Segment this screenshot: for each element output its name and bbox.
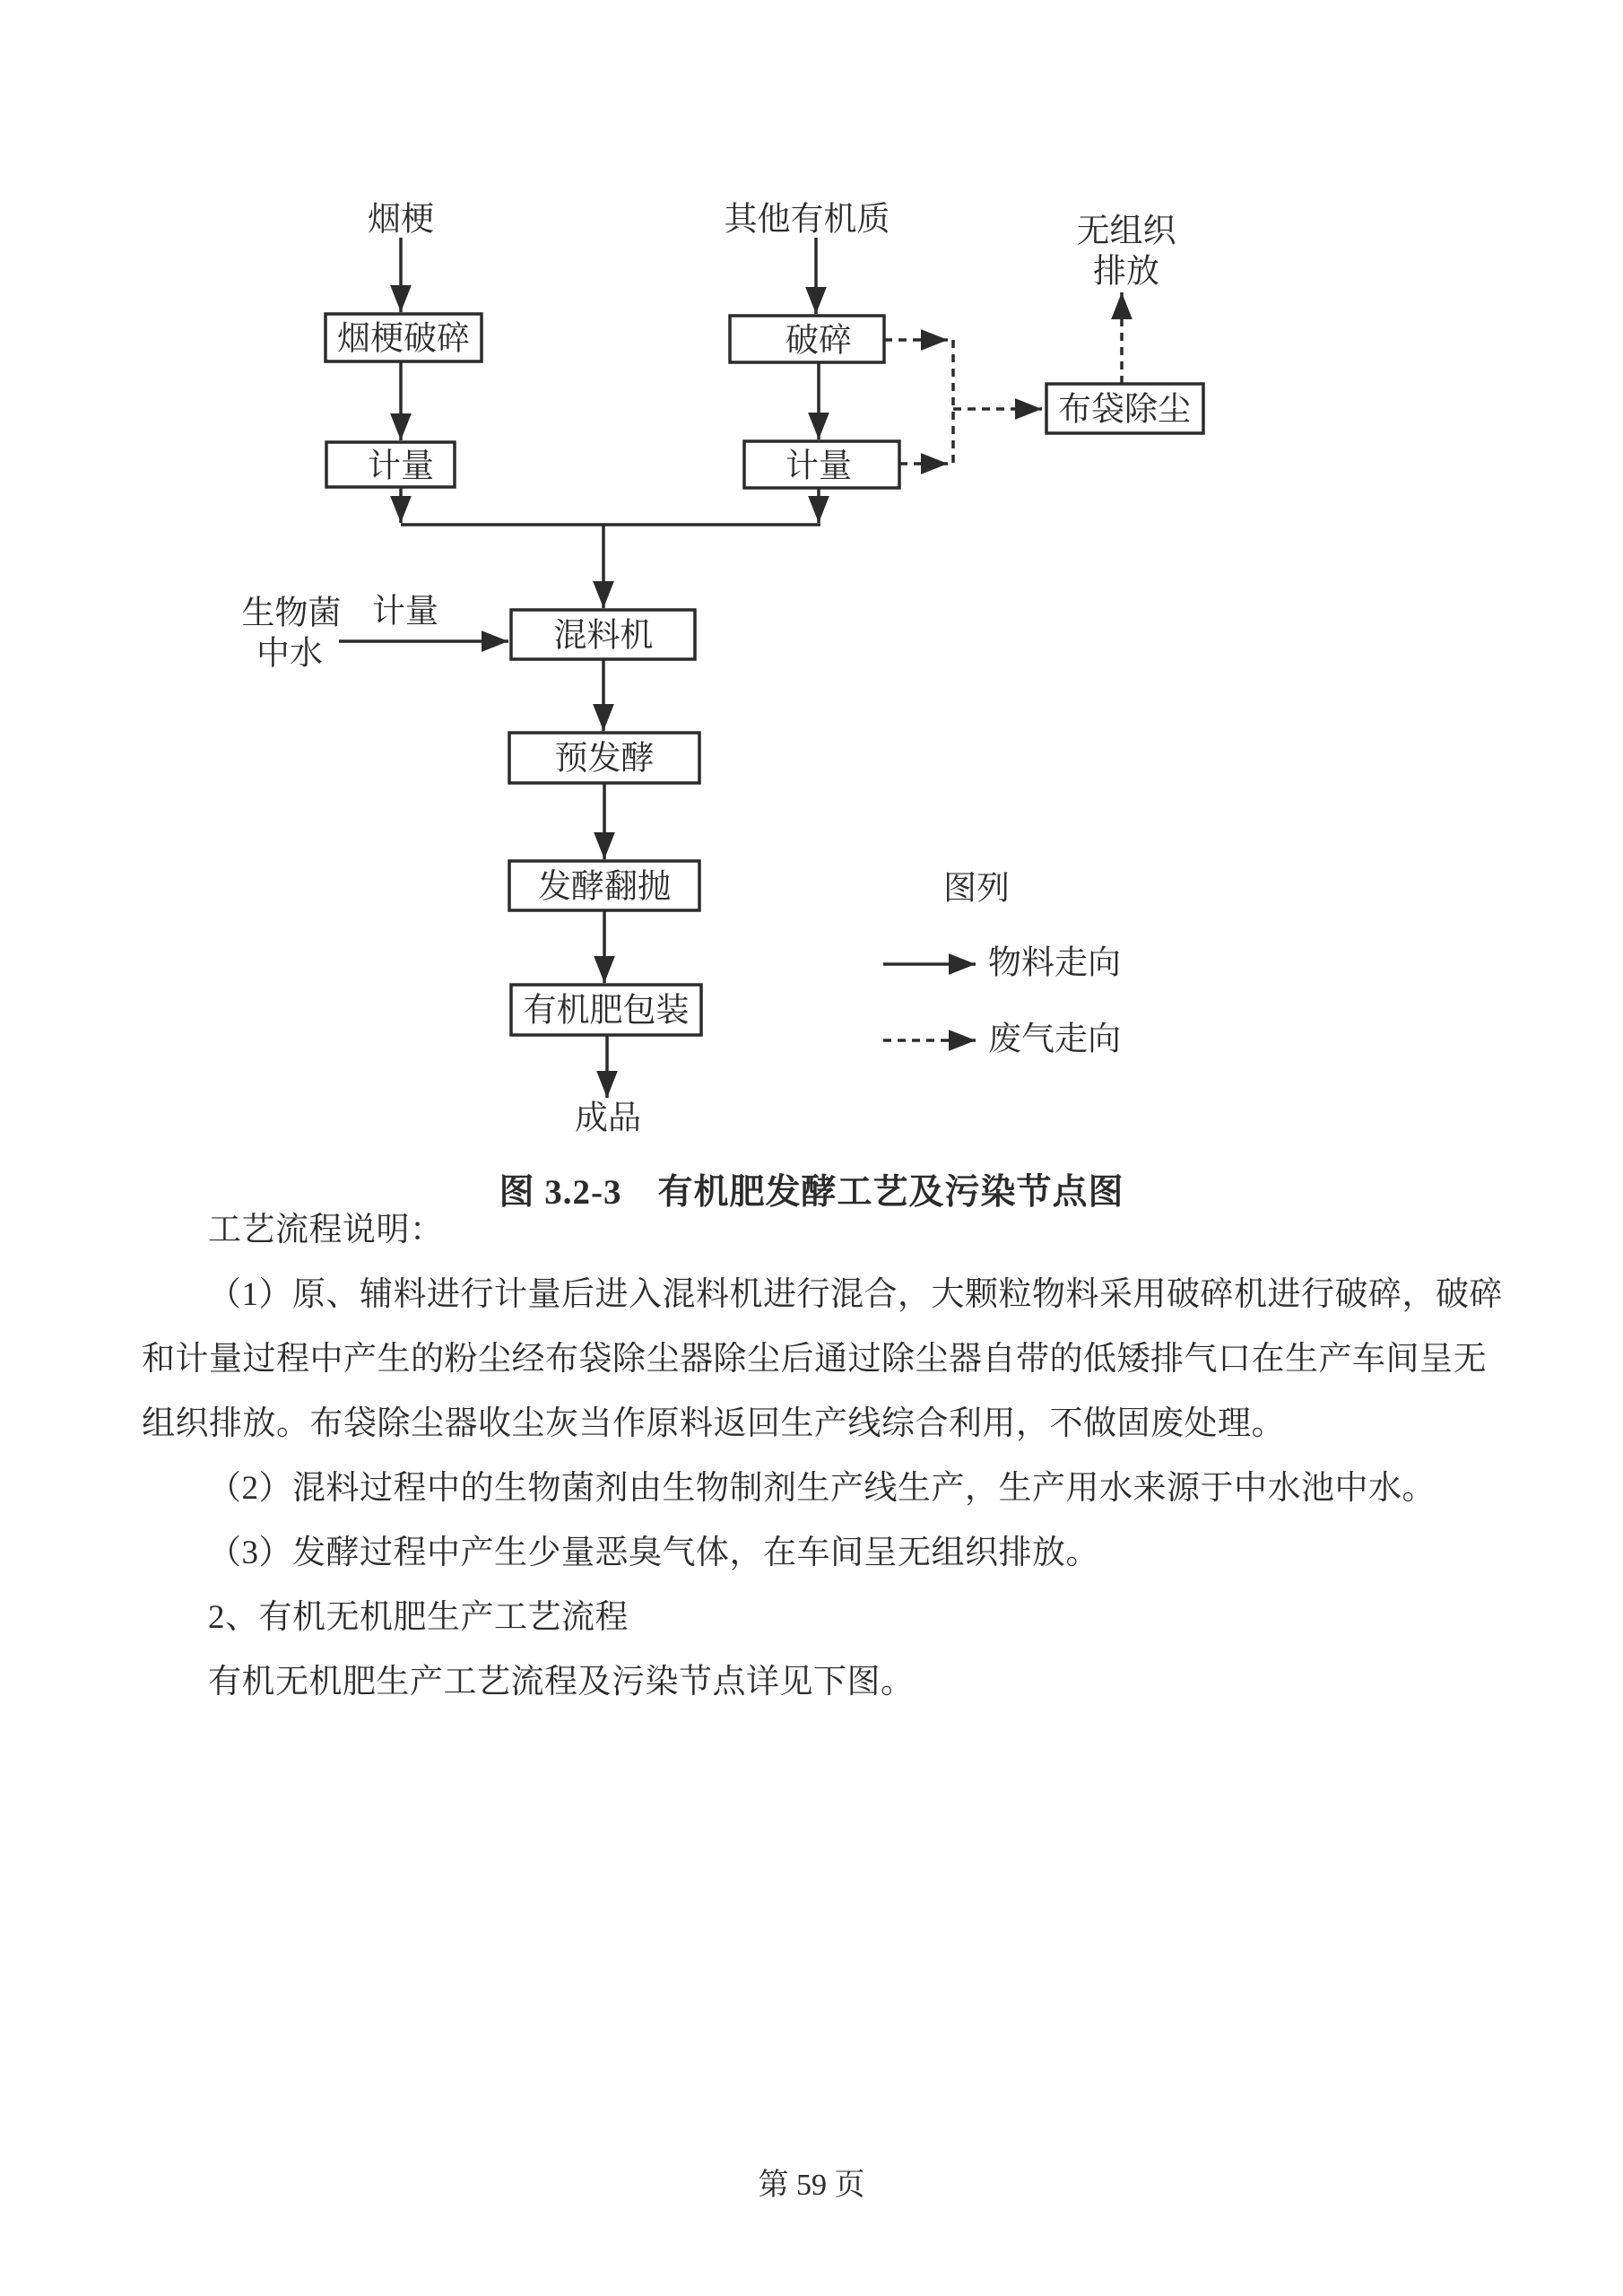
box-label-bag-filter: 布袋除尘 [1058,391,1191,429]
legend-material-flow-label: 物料走向 [988,944,1121,982]
box-label-metering-left: 计量 [368,448,434,485]
legend-title: 图列 [943,870,1010,908]
body-line: 2、有机无机肥生产工艺流程 [208,1599,629,1636]
box-label-mixer: 混料机 [553,617,654,655]
label-tobacco-stem: 烟梗 [368,201,434,239]
legend [883,871,1121,1058]
figure-caption: 图 3.2-3 有机肥发酵工艺及污染节点图 [499,1173,1124,1212]
body-line: 和计量过程中产生的粉尘经布袋除尘器除尘后通过除尘器自带的低矮排气口在生产车间呈无 [142,1341,1487,1378]
box-label-crushing: 破碎 [785,322,852,360]
page-number: 第 59 页 [758,2169,865,2202]
label-fugitive-line2: 排放 [1093,253,1159,291]
legend-gas-flow-label: 废气走向 [988,1021,1121,1058]
label-bio-bacteria: 生物菌 [241,595,342,632]
waste-gas-arrows [884,292,1122,464]
body-line: （1）原、辅料进行计量后进入混料机进行混合，大颗粒物料采用破碎机进行破碎，破碎 [208,1276,1503,1313]
body-line: 工艺流程说明： [208,1212,444,1248]
box-label-pre-fermentation: 预发酵 [554,740,655,778]
label-reclaimed-water: 中水 [256,635,323,673]
label-finished-product: 成品 [575,1100,641,1137]
box-label-stem-crushing: 烟梗破碎 [337,320,470,358]
body-line: （3）发酵过程中产生少量恶臭气体，在车间呈无组织排放。 [208,1535,1099,1571]
label-fugitive-line1: 无组织 [1076,213,1176,250]
body-line: 有机无机肥生产工艺流程及污染节点详见下图。 [208,1664,915,1700]
box-label-metering-right: 计量 [785,448,852,485]
body-line: 组织排放。布袋除尘器收尘灰当作原料返回生产线综合利用，不做固废处理。 [142,1405,1285,1442]
body-line: （2）混料过程中的生物菌剂由生物制剂生产线生产，生产用水来源于中水池中水。 [208,1470,1436,1507]
body-text [142,1198,1503,1715]
material-flow-arrows [339,238,820,1098]
box-label-fermentation-turning: 发酵翻抛 [538,868,671,906]
label-other-organic-matter: 其他有机质 [724,201,890,239]
label-metering-input: 计量 [372,593,438,631]
box-label-fertilizer-packing: 有机肥包装 [523,992,690,1030]
